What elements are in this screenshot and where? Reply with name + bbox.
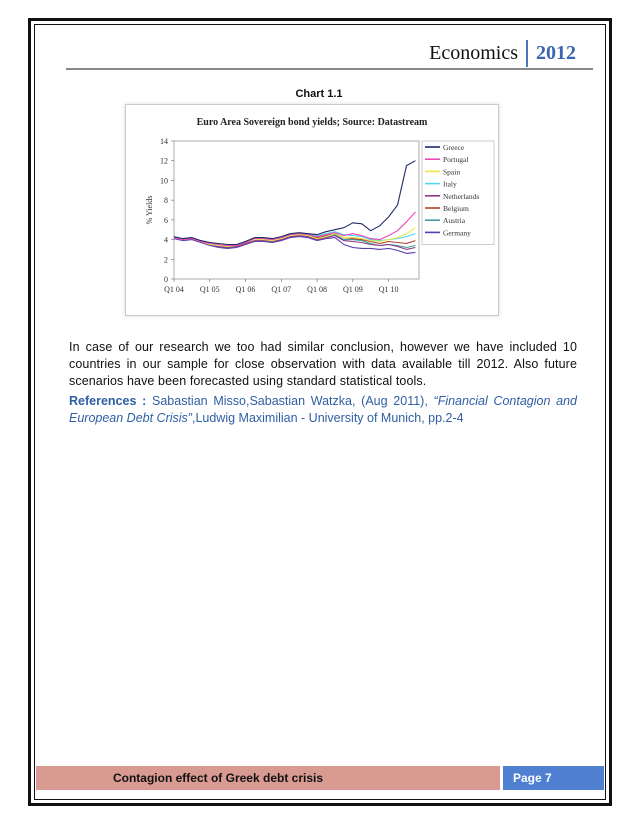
x-tick-label: Q1 09 — [342, 285, 363, 294]
plot-area — [174, 141, 419, 279]
body-paragraph: In case of our research we too had similar conclusion, however we have included 10 countries in our sample for close observation with data available till 2012. Also future scenarios have been forecasted using standard statistical tools. — [69, 340, 577, 388]
references-authors: Sabastian Misso,Sabastian Watzka, (Aug 2011), — [146, 394, 434, 408]
x-tick-label: Q1 07 — [271, 285, 292, 294]
references-title: “Financial Contagion and European Debt Crisis” — [69, 394, 578, 425]
y-tick-label: 6 — [164, 215, 168, 225]
y-tick-label: 10 — [160, 176, 168, 186]
footer-title: Contagion effect of Greek debt crisis — [36, 766, 500, 790]
x-tick-label: Q1 05 — [199, 285, 220, 294]
page-header — [429, 40, 576, 67]
references-paragraph — [69, 393, 577, 427]
header-year: 2012 — [536, 42, 576, 64]
chart-caption: Chart 1.1 — [295, 88, 343, 100]
legend-label: Greece — [443, 143, 465, 152]
y-axis-label: % Yields — [145, 195, 154, 225]
legend-label: Portugal — [443, 155, 469, 165]
x-tick-label: Q1 10 — [378, 285, 399, 294]
y-tick-label: 12 — [160, 156, 168, 166]
x-tick-label: Q1 04 — [164, 285, 184, 294]
page-footer — [36, 766, 604, 790]
legend-label: Austria — [443, 216, 466, 226]
x-tick-label: Q1 06 — [235, 285, 256, 294]
y-tick-label: 8 — [164, 196, 168, 206]
header-subject: Economics — [429, 42, 518, 64]
y-tick-label: 4 — [164, 235, 168, 245]
legend-label: Italy — [443, 179, 457, 189]
y-tick-label: 0 — [164, 275, 168, 284]
legend-label: Germany — [443, 228, 471, 238]
page-number: Page 7 — [500, 766, 604, 790]
bond-yield-chart — [126, 105, 498, 315]
chart-title: Euro Area Sovereign bond yields; Source: Datastream — [196, 117, 428, 128]
chart-figure — [125, 104, 499, 316]
legend-label: Belgium — [443, 204, 469, 213]
y-tick-label: 14 — [160, 137, 168, 146]
header-rule — [66, 68, 593, 70]
legend-label: Netherlands — [443, 191, 480, 201]
references-label: References : — [69, 394, 147, 408]
references-source: ,Ludwig Maximilian - University of Munich, pp.2-4 — [191, 411, 464, 425]
legend-label: Spain — [443, 167, 461, 177]
x-tick-label: Q1 08 — [307, 285, 327, 294]
y-tick-label: 2 — [164, 255, 168, 265]
